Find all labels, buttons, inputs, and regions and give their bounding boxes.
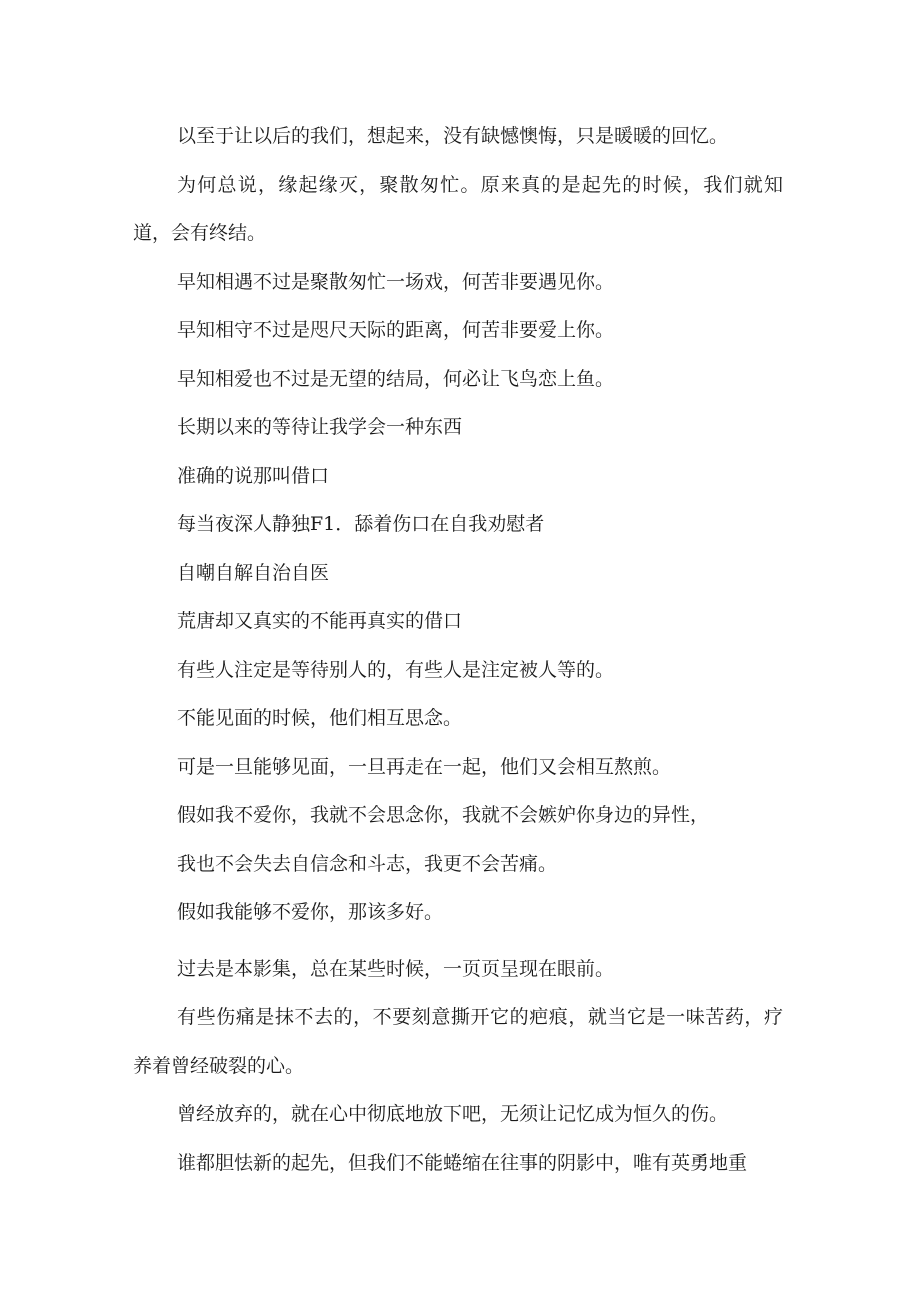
paragraph: 荒唐却又真实的不能再真实的借口 xyxy=(177,610,463,632)
document-body xyxy=(133,112,783,1187)
paragraph: 不能见面的时候，他们相互思念。 xyxy=(177,707,463,729)
paragraph: 早知相守不过是咫尺天际的距离，何苦非要爱上你。 xyxy=(177,319,615,341)
paragraph: 自嘲自解自治自医 xyxy=(177,561,330,584)
paragraph: 我也不会失去自信念和斗志，我更不会苦痛。 xyxy=(177,852,558,875)
paragraph: 以至于让以后的我们，想起来，没有缺憾懊悔，只是暖暖的回忆。 xyxy=(177,125,729,147)
paragraph: 每当夜深人静独F1．舔着伤口在自我劝慰者 xyxy=(177,513,545,535)
paragraph: 可是一旦能够见面，一旦再走在一起，他们又会相互熬煎。 xyxy=(177,755,672,778)
paragraph: 准确的说那叫借口 xyxy=(177,464,330,487)
paragraph: 假如我能够不爱你，那该多好。 xyxy=(177,901,444,923)
paragraph: 曾经放弃的，就在心中彻底地放下吧，无须让记忆成为恒久的伤。 xyxy=(177,1103,729,1125)
paragraph: 长期以来的等待让我学会一种东西 xyxy=(177,416,463,438)
paragraph: 有些伤痛是抹不去的，不要刻意撕开它的疤痕，就当它是一味苦药，疗养着曾经破裂的心。 xyxy=(133,1006,783,1077)
paragraph: 为何总说，缘起缘灭，聚散匆忙。原来真的是起先的时候，我们就知道，会有终结。 xyxy=(133,173,783,244)
paragraph: 早知相遇不过是聚散匆忙一场戏，何苦非要遇见你。 xyxy=(177,270,615,293)
section-gap xyxy=(133,937,783,945)
paragraph: 谁都胆怯新的起先，但我们不能蜷缩在往事的阴影中，唯有英勇地重 xyxy=(177,1151,748,1174)
paragraph: 过去是本影集，总在某些时候，一页页呈现在眼前。 xyxy=(177,957,615,980)
paragraph: 早知相爱也不过是无望的结局，何必让飞鸟恋上鱼。 xyxy=(177,367,615,390)
paragraph: 有些人注定是等待别人的，有些人是注定被人等的。 xyxy=(177,658,615,681)
paragraph: 假如我不爱你，我就不会思念你，我就不会嫉妒你身边的异性， xyxy=(177,804,710,826)
